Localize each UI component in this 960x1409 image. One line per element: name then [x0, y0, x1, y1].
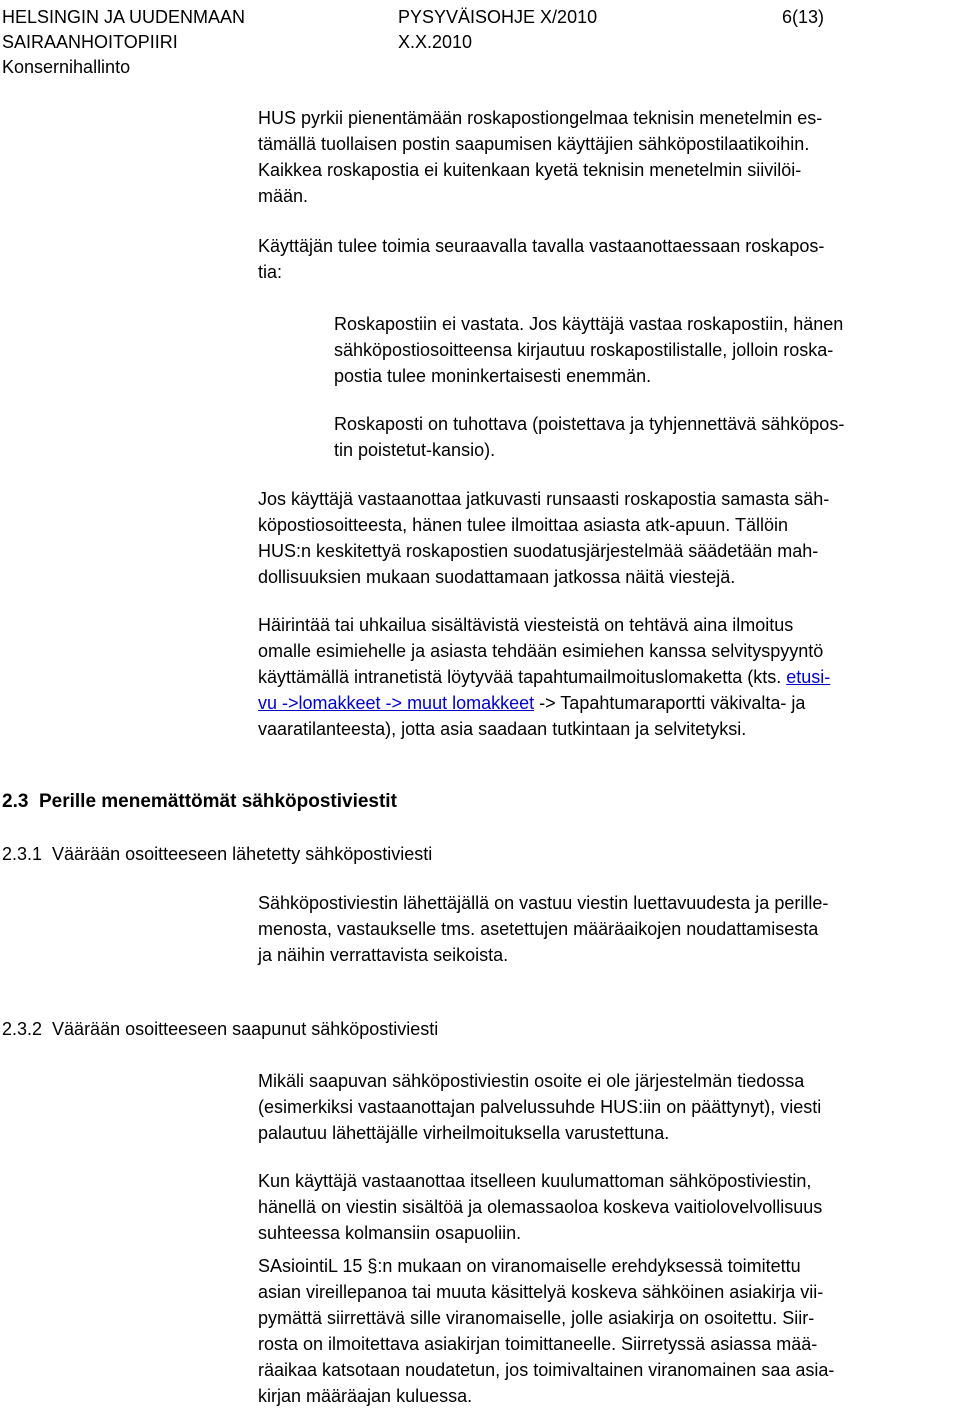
paragraph-spam-filtering: [258, 105, 822, 209]
text-line: kirjan määräajan kuluessa.: [258, 1386, 473, 1406]
org-unit: Konsernihallinto: [2, 57, 131, 77]
page-number: 6(13): [782, 7, 825, 27]
text-line: dollisuuksien mukaan suodattamaan jatkossa näitä viestejä.: [258, 567, 736, 587]
text-line: tia:: [258, 262, 283, 282]
text-line: vaaratilanteesta), jotta asia saadaan tutkintaan ja selvitetyksi.: [258, 719, 747, 739]
instruction-delete-spam: [334, 411, 844, 463]
org-name-line1: HELSINGIN JA UUDENMAAN: [2, 7, 246, 27]
text-line: (esimerkiksi vastaanottajan palvelussuhde HUS:iin on päättynyt), viesti: [258, 1097, 822, 1117]
paragraph-harassment-report: [258, 612, 830, 742]
text-line: Kaikkea roskapostia ei kuitenkaan kyetä teknisin menetelmin siivilöi-: [258, 160, 802, 180]
text-line: asian vireillepanoa tai muuta käsittelyä koskeva sähköinen asiakirja vii-: [258, 1282, 824, 1302]
text-line: Roskaposti on tuhottava (poistettava ja tyhjennettävä sähköpos-: [334, 414, 845, 434]
text-line: omalle esimiehelle ja asiasta tehdään esimiehen kanssa selvityspyyntö: [258, 641, 824, 661]
text-line: ja näihin verrattavista seikoista.: [258, 945, 509, 965]
text-line: postia tulee moninkertaisesti enemmän.: [334, 366, 652, 386]
doc-title: PYSYVÄISOHJE X/2010: [398, 7, 598, 27]
text-line: SAsiointiL 15 §:n mukaan on viranomaiselle erehdyksessä toimitettu: [258, 1256, 801, 1276]
text-line: tämällä tuollaisen postin saapumisen käyttäjien sähköpostilaatikoihin.: [258, 134, 810, 154]
section-heading-2-3: 2.3 Perille menemättömät sähköpostiviestit: [2, 791, 397, 812]
text-line: HUS:n keskitettyä roskapostien suodatusjärjestelmää säädetään mah-: [258, 541, 819, 561]
text-line: Sähköpostiviestin lähettäjällä on vastuu viestin luettavuudesta ja perille-: [258, 893, 829, 913]
subsection-heading-2-3-2: 2.3.2 Väärään osoitteeseen saapunut sähköpostiviesti: [2, 1019, 439, 1039]
paragraph-sender-responsibility: [258, 890, 828, 968]
text-line: sähköpostiosoitteensa kirjautuu roskapostilistalle, jolloin roska-: [334, 340, 834, 360]
text-line: Häirintää tai uhkailua sisältävistä viesteistä on tehtävä aina ilmoitus: [258, 615, 794, 635]
text-line: pymättä siirrettävä sille viranomaiselle, jolle asiakirja on osoitettu. Siir-: [258, 1308, 815, 1328]
text-line: Roskapostiin ei vastata. Jos käyttäjä vastaa roskapostiin, hänen: [334, 314, 844, 334]
paragraph-user-instructions: [258, 233, 824, 285]
link-forms-path[interactable]: vu ->lomakkeet -> muut lomakkeet: [258, 693, 535, 713]
paragraph-law-reference: [258, 1253, 834, 1409]
text-line: rosta on ilmoitettava asiakirjan toimittaneelle. Siirretyssä asiassa mää-: [258, 1334, 818, 1354]
text-line: Kun käyttäjä vastaanottaa itselleen kuulumattoman sähköpostiviestin,: [258, 1171, 812, 1191]
instruction-do-not-reply: [334, 311, 843, 389]
org-name-line2: SAIRAANHOITOPIIRI: [2, 32, 178, 52]
text-line: [258, 690, 830, 716]
text-fragment: käyttämällä intranetistä löytyvää tapahtumailmoituslomaketta (kts.: [258, 667, 787, 687]
text-line: Jos käyttäjä vastaanottaa jatkuvasti runsaasti roskapostia samasta säh-: [258, 489, 830, 509]
text-line: [258, 664, 830, 690]
doc-date: X.X.2010: [398, 32, 473, 52]
text-line: Käyttäjän tulee toimia seuraavalla tavalla vastaanottaessaan roskapos-: [258, 236, 825, 256]
text-fragment: -> Tapahtumaraportti väkivalta- ja: [534, 693, 806, 713]
text-line: räaikaa katsotaan noudatetun, jos toimivaltainen viranomainen saa asia-: [258, 1360, 835, 1380]
link-front-page[interactable]: etusi-: [786, 667, 831, 687]
text-line: HUS pyrkii pienentämään roskapostiongelmaa teknisin menetelmin es-: [258, 108, 823, 128]
text-line: suhteessa kolmansiin osapuoliin.: [258, 1223, 522, 1243]
text-line: menosta, vastaukselle tms. asetettujen määräaikojen noudattamisesta: [258, 919, 819, 939]
text-line: tin poistetut-kansio).: [334, 440, 496, 460]
text-line: Mikäli saapuvan sähköpostiviestin osoite ei ole järjestelmän tiedossa: [258, 1071, 805, 1091]
text-line: mään.: [258, 186, 309, 206]
paragraph-confidentiality: [258, 1168, 822, 1246]
text-line: köpostiosoitteesta, hänen tulee ilmoittaa asiasta atk-apuun. Tällöin: [258, 515, 788, 535]
text-line: palautuu lähettäjälle virheilmoituksella varustettuna.: [258, 1123, 670, 1143]
subsection-heading-2-3-1: 2.3.1 Väärään osoitteeseen lähetetty sähköpostiviesti: [2, 844, 433, 864]
paragraph-bounced-message: [258, 1068, 821, 1146]
text-line: hänellä on viestin sisältöä ja olemassaoloa koskeva vaitiolovelvollisuus: [258, 1197, 823, 1217]
paragraph-report-spam: [258, 486, 829, 590]
